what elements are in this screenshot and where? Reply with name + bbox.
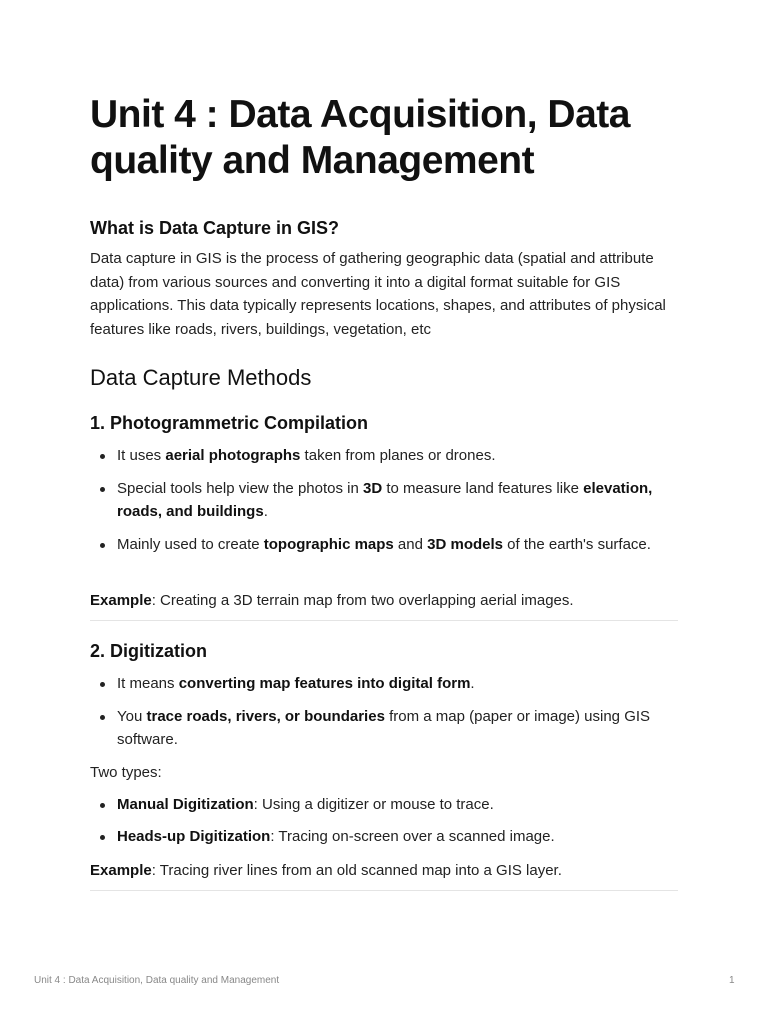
- heading-digitization: 2. Digitization: [90, 641, 207, 661]
- list-item: Mainly used to create topographic maps and 3D models of the earth's surface.: [117, 534, 679, 557]
- section-divider: [90, 620, 678, 621]
- two-types-label: Two types:: [90, 764, 162, 781]
- list-item: It uses aerial photographs taken from planes or drones.: [117, 445, 679, 468]
- heading-data-capture-methods: Data Capture Methods: [90, 365, 312, 390]
- heading-what-is-data-capture: What is Data Capture in GIS?: [90, 218, 340, 238]
- page-title: Unit 4 : Data Acquisition, Data quality and Management: [90, 93, 630, 182]
- footer-document-title: Unit 4 : Data Acquisition, Data quality and Management: [34, 975, 280, 986]
- section-divider: [90, 890, 678, 891]
- footer-page-number: 1: [729, 975, 735, 986]
- list-item: Special tools help view the photos in 3D to measure land features like elevation, roads, and buildings.: [117, 478, 679, 523]
- list-item: Manual Digitization: Using a digitizer or mouse to trace.: [117, 794, 679, 817]
- digitization-example: Example: Tracing river lines from an old scanned map into a GIS layer.: [90, 862, 562, 879]
- list-item: Heads-up Digitization: Tracing on-screen over a scanned image.: [117, 826, 679, 849]
- photogrammetric-example: Example: Creating a 3D terrain map from two overlapping aerial images.: [90, 592, 574, 609]
- data-capture-paragraph: Data capture in GIS is the process of gathering geographic data (spatial and attribute data) from various sources and converting it into a digital format suitable for GIS applications. This data typically represents locations, shapes, and attributes of physical features like roads, rivers, buildings, vegetation, etc: [90, 250, 666, 338]
- heading-photogrammetric-compilation: 1. Photogrammetric Compilation: [90, 413, 369, 433]
- list-item: It means converting map features into digital form.: [117, 673, 679, 696]
- list-item: You trace roads, rivers, or boundaries from a map (paper or image) using GIS software.: [117, 706, 679, 751]
